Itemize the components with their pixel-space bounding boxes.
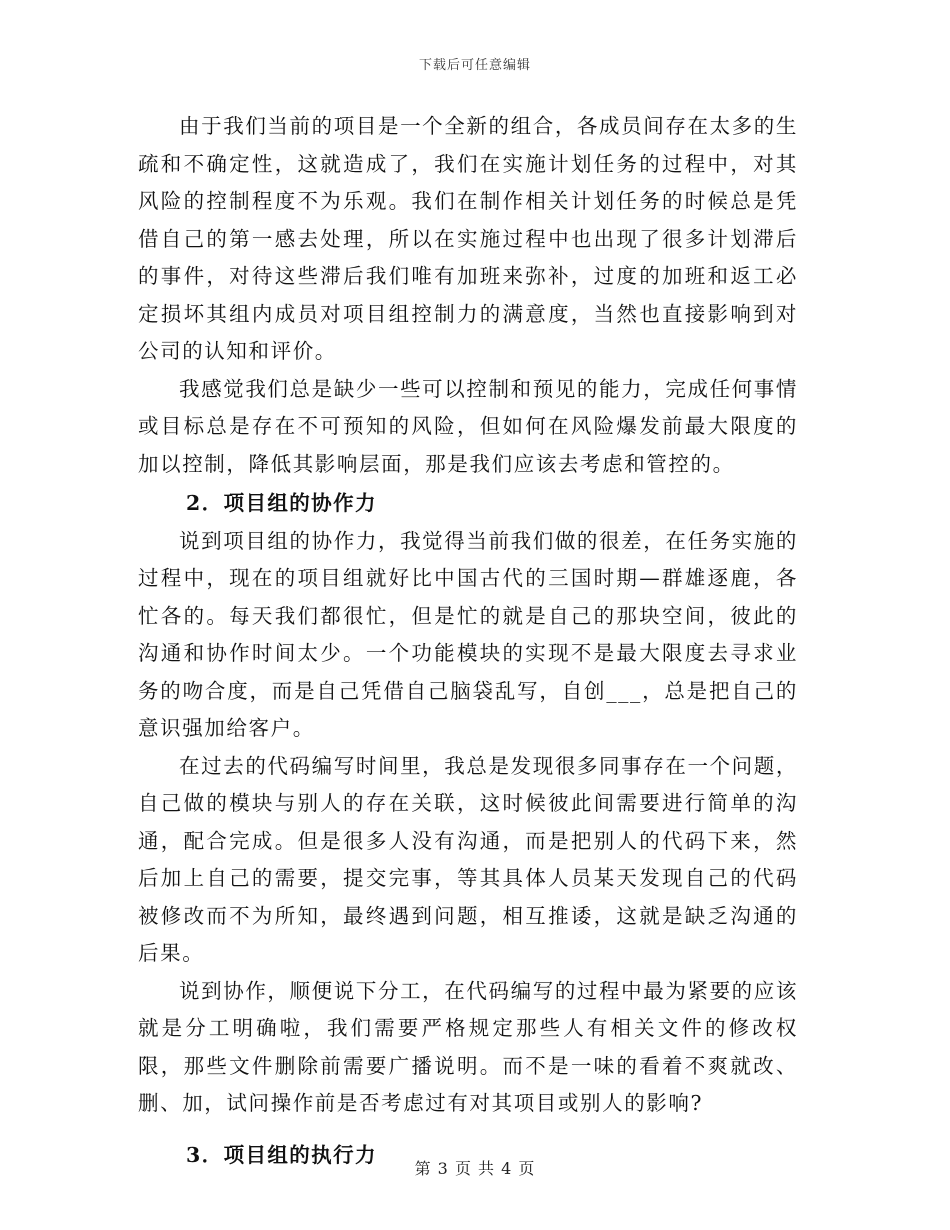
page-indicator: 第 3 页 共 4 页 [414, 1159, 536, 1178]
document-body [138, 108, 798, 1174]
paragraph-communication: 在过去的代码编写时间里，我总是发现很多同事存在一个问题，自己做的模块与别人的存在关联，这时候彼此间需要进行简单的沟通，配合完成。但是很多人没有沟通，而是把别人的代码下来，然后加上自己的需要，提交完事，等其具体人员某天发现自己的代码被修改而不为所知，最终遇到问题，相互推诿，这就是缺乏沟通的后果。 [138, 753, 798, 965]
paragraph-foresight: 我感觉我们总是缺少一些可以控制和预见的能力，完成任何事情或目标总是存在不可预知的风险，但如何在风险爆发前最大限度的加以控制，降低其影响层面，那是我们应该去考虑和管控的。 [138, 376, 798, 476]
section-heading-execution: 3．项目组的执行力 [186, 1142, 377, 1167]
header-note: 下载后可任意编辑 [418, 58, 531, 73]
paragraph-division-of-labor: 说到协作，顺便说下分工，在代码编写的过程中最为紧要的应该就是分工明确啦，我们需要严格规定那些人有相关文件的修改权限，那些文件删除前需要广播说明。而不是一味的看着不爽就改、删、加，试问操作前是否考虑过有对其项目或别人的影响? [138, 978, 798, 1115]
section-heading-collaboration: 2．项目组的协作力 [186, 491, 377, 515]
paragraph-collaboration: 说到项目组的协作力，我觉得当前我们做的很差，在任务实施的过程中，现在的项目组就好比中国古代的三国时期—群雄逐鹿，各忙各的。每天我们都很忙，但是忙的就是自己的那块空间，彼此的沟通和协作时间太少。一个功能模块的实现不是最大限度去寻求业务的吻合度，而是自己凭借自己脑袋乱写，自创___，总是把自己的意识强加给客户。 [138, 528, 798, 740]
paragraph-risk-control: 由于我们当前的项目是一个全新的组合，各成员间存在太多的生疏和不确定性，这就造成了，我们在实施计划任务的过程中，对其风险的控制程度不为乐观。我们在制作相关计划任务的时候总是凭借自己的第一感去处理，所以在实施过程中也出现了很多计划滞后的事件，对待这些滞后我们唯有加班来弥补，过度的加班和返工必定损坏其组内成员对项目组控制力的满意度，当然也直接影响到对公司的认知和评价。 [138, 114, 798, 363]
